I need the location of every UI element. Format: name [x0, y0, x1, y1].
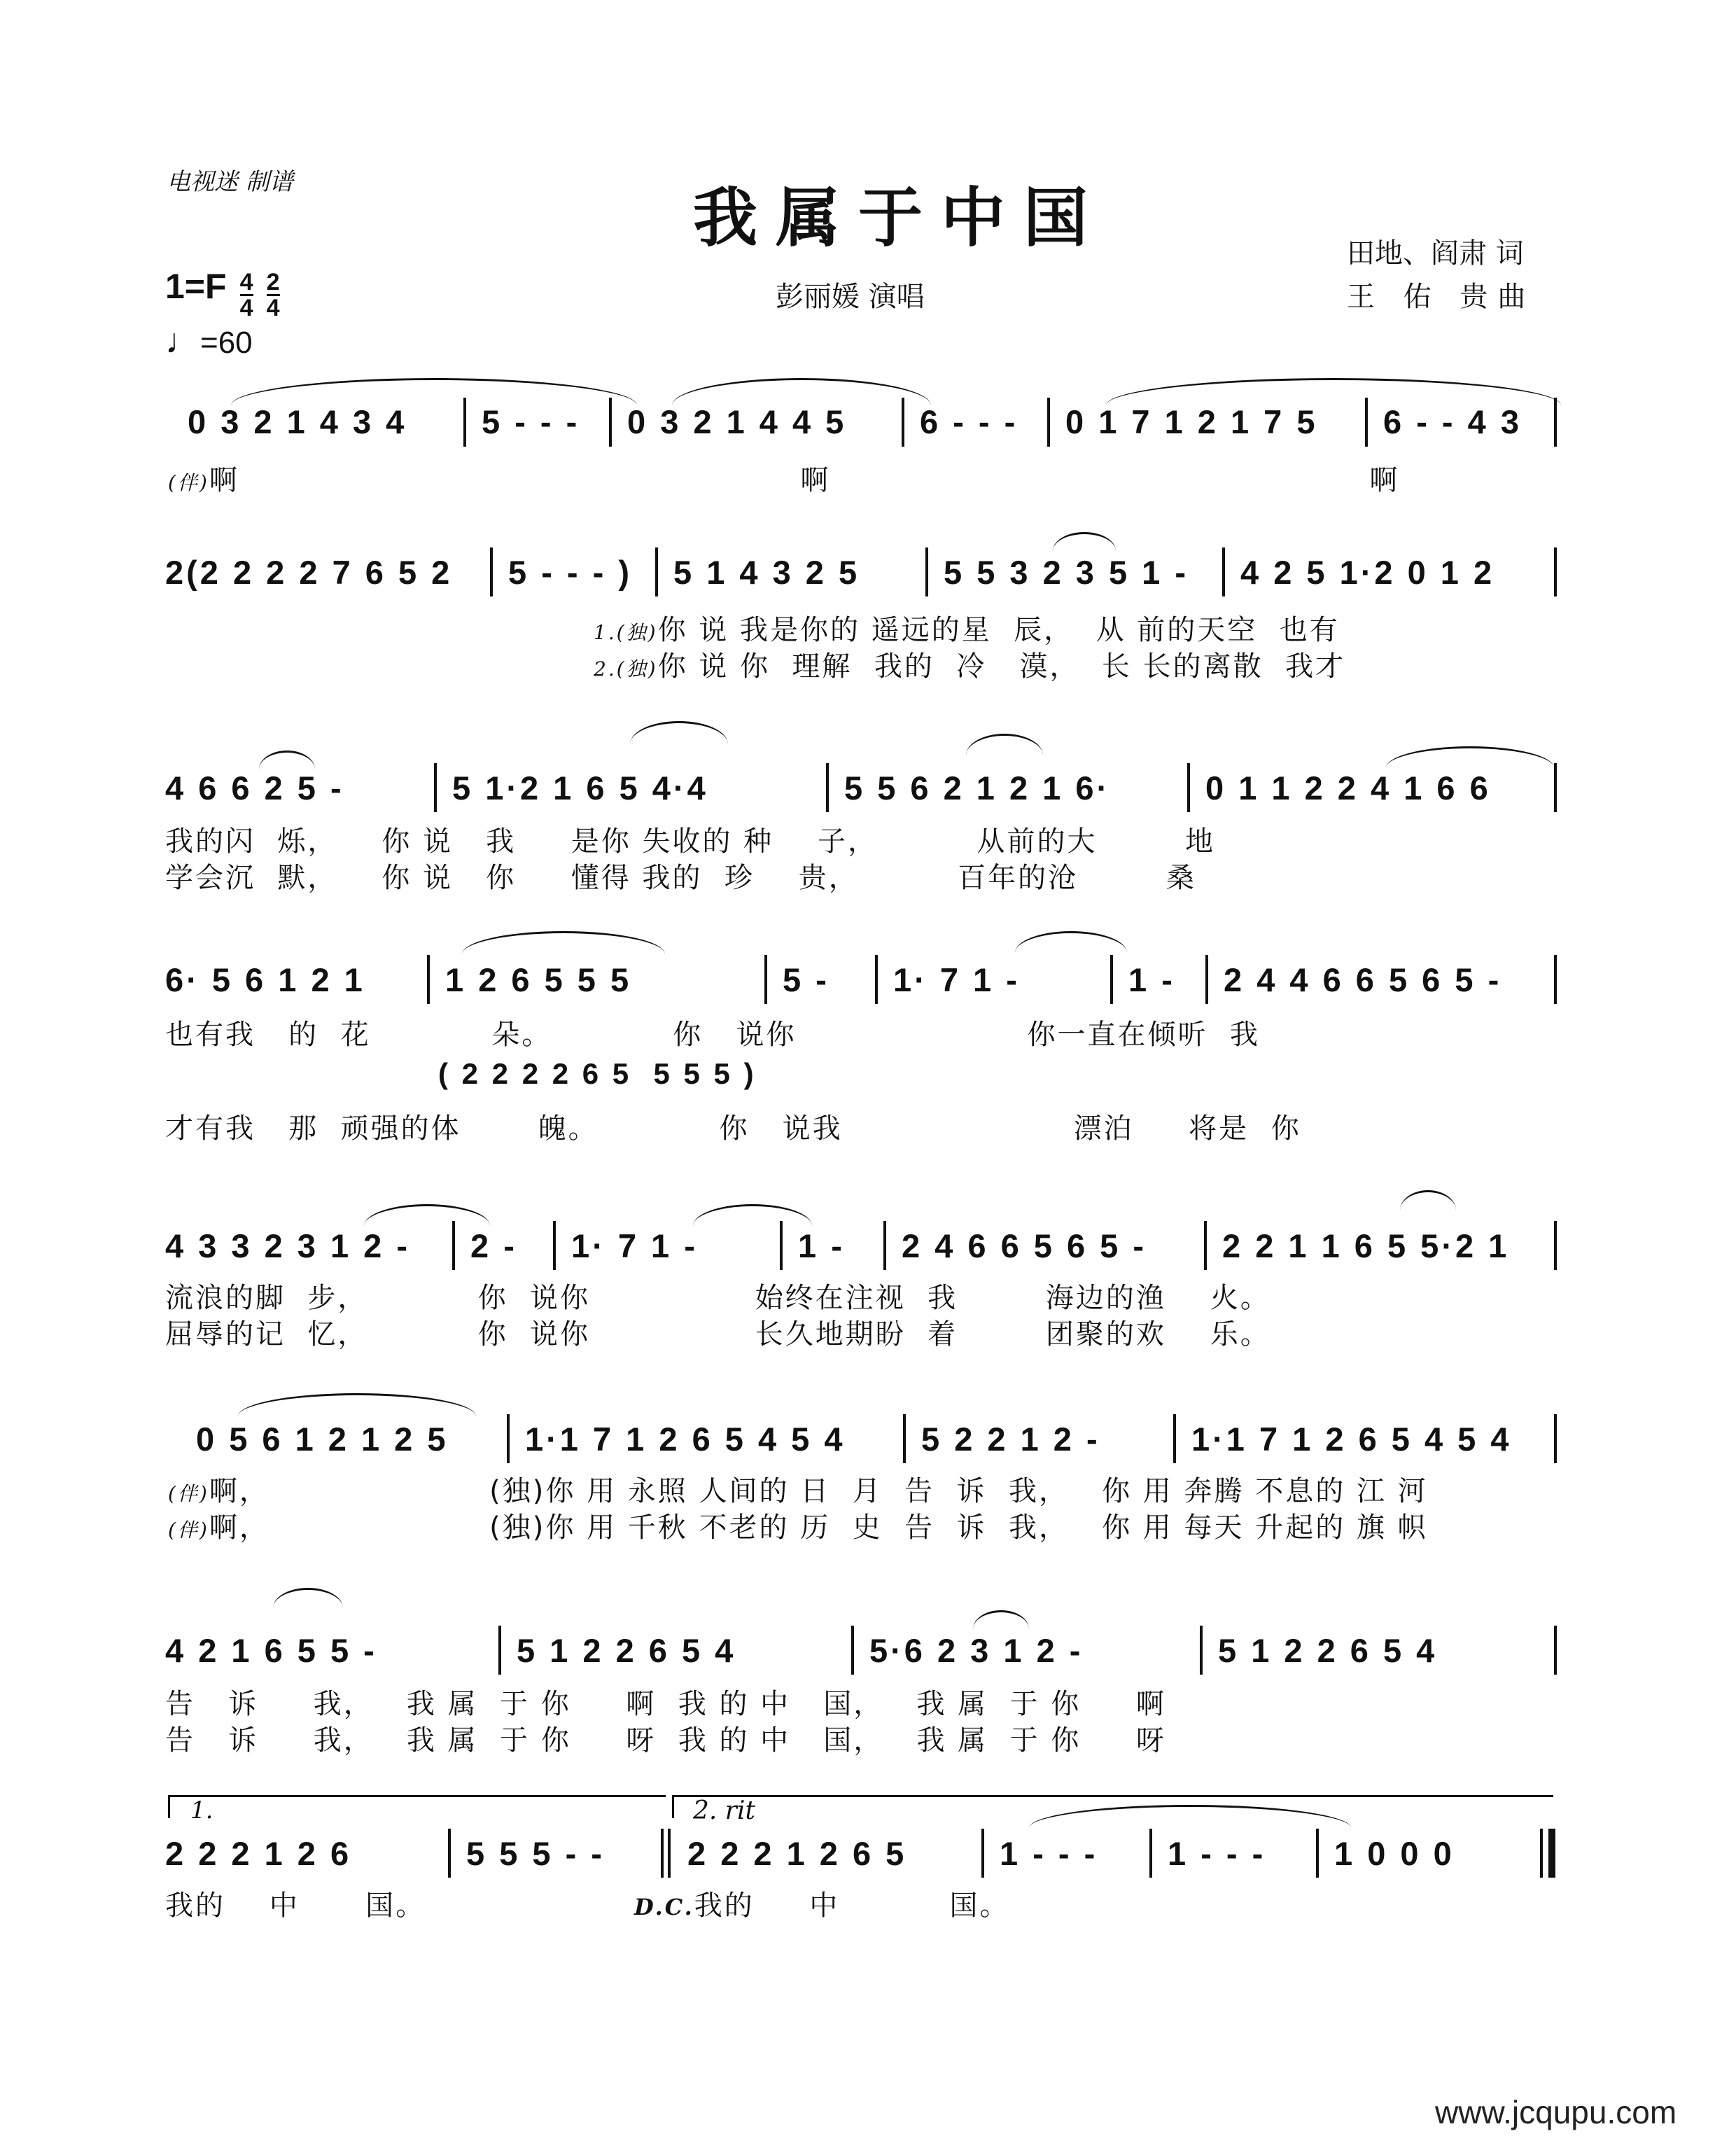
lyric-text: 屈辱的记 忆， 你 说你 长久地期盼 着 团聚的欢 乐。 [165, 1318, 1270, 1350]
lyric-line [165, 856, 1196, 895]
barline [1554, 1414, 1557, 1463]
barline [902, 398, 904, 447]
barline [668, 1829, 671, 1878]
barline [507, 1414, 510, 1463]
barline [903, 1414, 906, 1463]
barline [1173, 1414, 1176, 1463]
measure: 2 2 1 1 6 5 5·2 1 [1222, 1227, 1510, 1264]
barline [1554, 547, 1557, 596]
barline [1554, 1626, 1557, 1675]
verse-label: 1.(独) [594, 621, 658, 644]
tie-mark [672, 378, 931, 405]
barline [925, 547, 928, 596]
tie-mark [462, 931, 665, 954]
time-signature-1 [240, 270, 253, 320]
tie-mark [973, 1610, 1029, 1629]
lyric-text: 告 诉 我， 我 属 于 你 呀 我 的 中 国， 我 属 于 你 呀 [165, 1724, 1166, 1757]
voice-label: (伴) [168, 1482, 209, 1505]
tie-mark [1053, 532, 1116, 551]
lyric-line [165, 1682, 1166, 1722]
measure: 6· 5 6 1 2 1 [165, 961, 365, 998]
tie-mark [966, 734, 1043, 755]
lyric-line [165, 1012, 1260, 1052]
tie-mark [231, 378, 637, 405]
barline [1149, 1829, 1152, 1878]
barline [1222, 547, 1225, 596]
lyric-line [168, 458, 1399, 498]
tie-mark [1015, 931, 1127, 953]
barline [1554, 1221, 1557, 1270]
lyric-line [165, 1106, 1301, 1146]
lyric-line [594, 608, 1340, 648]
measure: 1 - - - [1000, 1835, 1098, 1872]
barline [1204, 1221, 1207, 1270]
lyric-line [165, 819, 1215, 859]
barline [1205, 955, 1208, 1004]
measure: 2 2 2 1 2 6 5 [687, 1835, 907, 1872]
measure: 1 - [1128, 961, 1175, 998]
time-signature-1-numerator: 4 [239, 269, 253, 295]
lyric-line [165, 1276, 1270, 1315]
measure: 1·1 7 1 2 6 5 4 5 4 [1191, 1420, 1512, 1458]
volta-label-1: 1. [190, 1796, 214, 1824]
tie-mark [1106, 378, 1561, 405]
lyric-line [165, 1883, 426, 1923]
barline [875, 955, 878, 1004]
time-signature-2-numerator: 2 [266, 269, 280, 295]
volta-bracket-1 [168, 1795, 666, 1818]
barline [883, 1221, 886, 1270]
time-signature-2-denominator: 4 [266, 295, 280, 321]
measure: 4 2 5 1·2 0 1 2 [1240, 554, 1495, 591]
barline [452, 1221, 455, 1270]
singer-credit: 彭丽媛 演唱 [776, 281, 925, 313]
barline [1554, 763, 1557, 812]
lyric-text: 告 诉 我， 我 属 于 你 啊 我 的 中 国， 我 属 于 你 啊 [165, 1688, 1166, 1720]
barline [609, 398, 612, 447]
measure: 5 1 2 2 6 5 4 [1218, 1632, 1438, 1669]
barline [764, 955, 767, 1004]
barline [1316, 1829, 1319, 1878]
barline [490, 547, 493, 596]
lyric-line [594, 644, 1345, 684]
measure: 4 6 6 2 5 - [165, 769, 344, 807]
composer-credit: 王 佑 贵曲 [1347, 281, 1536, 313]
measure: 2(2 2 2 2 7 6 5 2 [165, 554, 453, 591]
lyric-text: 你 说 你 理解 我的 冷 漠， 长 长的离散 我才 [657, 650, 1346, 683]
tie-mark [693, 1204, 812, 1226]
measure: 1 - [798, 1227, 845, 1264]
da-capo-label: D.C. [634, 1894, 694, 1920]
measure: 2 - [470, 1227, 517, 1264]
barline [1187, 763, 1190, 812]
tie-mark [630, 721, 728, 744]
measure: 5 1 4 3 2 5 [673, 554, 860, 591]
lyric-text: 你 说 我是你的 遥远的星 辰， 从 前的天空 也有 [657, 614, 1340, 646]
lyric-line [168, 1469, 1428, 1509]
quarter-note-icon: ♩ [165, 321, 200, 361]
lyric-text: 学会沉 默， 你 说 你 懂得 我的 珍 贵， 百年的沧 桑 [165, 862, 1196, 894]
measure: 0 3 2 1 4 3 4 [188, 403, 407, 440]
barline [434, 763, 437, 812]
barline [1200, 1626, 1203, 1675]
lyric-text: 啊， (独)你 用 永照 人间的 日 月 告 诉 我， 你 用 奔腾 不息的 江 河 [209, 1475, 1428, 1507]
alternate-notes: ( 2 2 2 2 6 5 5 5 5 ) [438, 1057, 757, 1090]
voice-label: (伴) [168, 1519, 209, 1542]
barline [463, 398, 466, 447]
tie-mark [273, 1588, 343, 1608]
measure: 5 - [783, 961, 830, 998]
measure: 0 1 7 1 2 1 7 5 [1065, 403, 1318, 440]
site-watermark: www.jcqupu.com [1435, 2094, 1677, 2130]
tempo-value: =60 [200, 326, 253, 360]
measure: 4 2 1 6 5 5 - [165, 1632, 377, 1669]
lyric-line [168, 1505, 1428, 1545]
measure: 5 5 6 2 1 2 1 6· [844, 769, 1111, 807]
measure: 0 3 2 1 4 4 5 [627, 403, 847, 440]
measure: 1· 7 1 - [571, 1227, 698, 1264]
measure: 5 1·2 1 6 5 4·4 [452, 769, 708, 807]
time-signature-1-denominator: 4 [239, 295, 253, 321]
measure: 5 5 3 2 3 5 1 - [944, 554, 1189, 591]
barline [851, 1626, 854, 1675]
lyric-line [165, 1312, 1270, 1352]
tempo-marking [165, 321, 253, 361]
barline [661, 1829, 664, 1878]
measure: 5 1 2 2 6 5 4 [517, 1632, 736, 1669]
barline [498, 1626, 501, 1675]
final-barline-thick [1548, 1829, 1555, 1878]
lyric-text: 我的闪 烁， 你 说 我 是你 失收的 种 子， 从前的大 地 [165, 825, 1216, 858]
measure: 5 5 5 - - [466, 1835, 605, 1872]
key-signature: 1=F [165, 267, 227, 306]
lyric-text: 也有我 的 花 朵。 你 说你 你一直在倾听 我 [165, 1019, 1260, 1051]
lyric-text: 啊， (独)你 用 千秋 不老的 历 史 告 诉 我， 你 用 每天 升起的 旗 帜 [209, 1512, 1428, 1544]
barline [780, 1221, 783, 1270]
barline [981, 1829, 984, 1878]
lyric-text: 啊 啊 啊 [209, 464, 1400, 496]
measure: 1· 7 1 - [893, 961, 1020, 998]
measure: 5 - - - ) [508, 554, 632, 591]
measure: 2 2 2 1 2 6 [165, 1835, 352, 1872]
lyric-text: 我的 中 国。 [165, 1890, 426, 1922]
measure: 6 - - - [920, 403, 1018, 440]
barline [1365, 398, 1368, 447]
barline [427, 955, 430, 1004]
measure: 2 4 4 6 6 5 6 5 - [1224, 961, 1502, 998]
measure: 1·1 7 1 2 6 5 4 5 4 [525, 1420, 846, 1458]
voice-label: (伴) [168, 471, 209, 494]
measure: 1 2 6 5 5 5 [445, 961, 632, 998]
measure: 6 - - 4 3 [1383, 403, 1522, 440]
barline [1110, 955, 1113, 1004]
volta-label-2: 2. rit [693, 1796, 755, 1825]
lyricist-credit: 田地、阎肃 词 [1347, 237, 1524, 270]
measure: 0 5 6 1 2 1 2 5 [196, 1420, 449, 1458]
song-title: 我属于中国 [693, 180, 1107, 256]
final-barline-thin [1540, 1829, 1543, 1878]
measure: 4 3 3 2 3 1 2 - [165, 1227, 411, 1264]
tie-mark [1386, 746, 1554, 768]
key-signature-block [165, 266, 280, 320]
measure: 5·6 2 3 1 2 - [869, 1632, 1084, 1669]
barline [826, 763, 829, 812]
measure: 5 2 2 1 2 - [921, 1420, 1100, 1458]
tie-mark [238, 1393, 476, 1416]
measure: 1 - - - [1168, 1835, 1266, 1872]
lyric-text: 流浪的脚 步， 你 说你 始终在注视 我 海边的渔 火。 [165, 1282, 1270, 1314]
barline [1554, 398, 1557, 447]
lyric-line [165, 1718, 1166, 1758]
lyric-line [634, 1883, 1010, 1923]
barline [553, 1221, 556, 1270]
measure: 2 4 6 6 5 6 5 - [902, 1227, 1147, 1264]
barline [448, 1829, 451, 1878]
time-signature-2 [267, 270, 280, 320]
verse-label: 2.(独) [594, 657, 658, 680]
barline [1554, 955, 1557, 1004]
tie-mark [259, 751, 315, 769]
barline [655, 547, 658, 596]
arranger-credit: 电视迷 制谱 [167, 168, 293, 196]
barline [1047, 398, 1050, 447]
measure: 0 1 1 2 2 4 1 6 6 [1205, 769, 1491, 807]
tie-mark [364, 1204, 490, 1226]
measure: 1 0 0 0 [1334, 1835, 1455, 1872]
lyric-text: 才有我 那 顽强的体 魄。 你 说我 漂泊 将是 你 [165, 1112, 1301, 1145]
measure: 5 - - - [482, 403, 580, 440]
lyric-text: 我的 中 国。 [694, 1890, 1010, 1922]
tie-mark [1400, 1190, 1456, 1210]
